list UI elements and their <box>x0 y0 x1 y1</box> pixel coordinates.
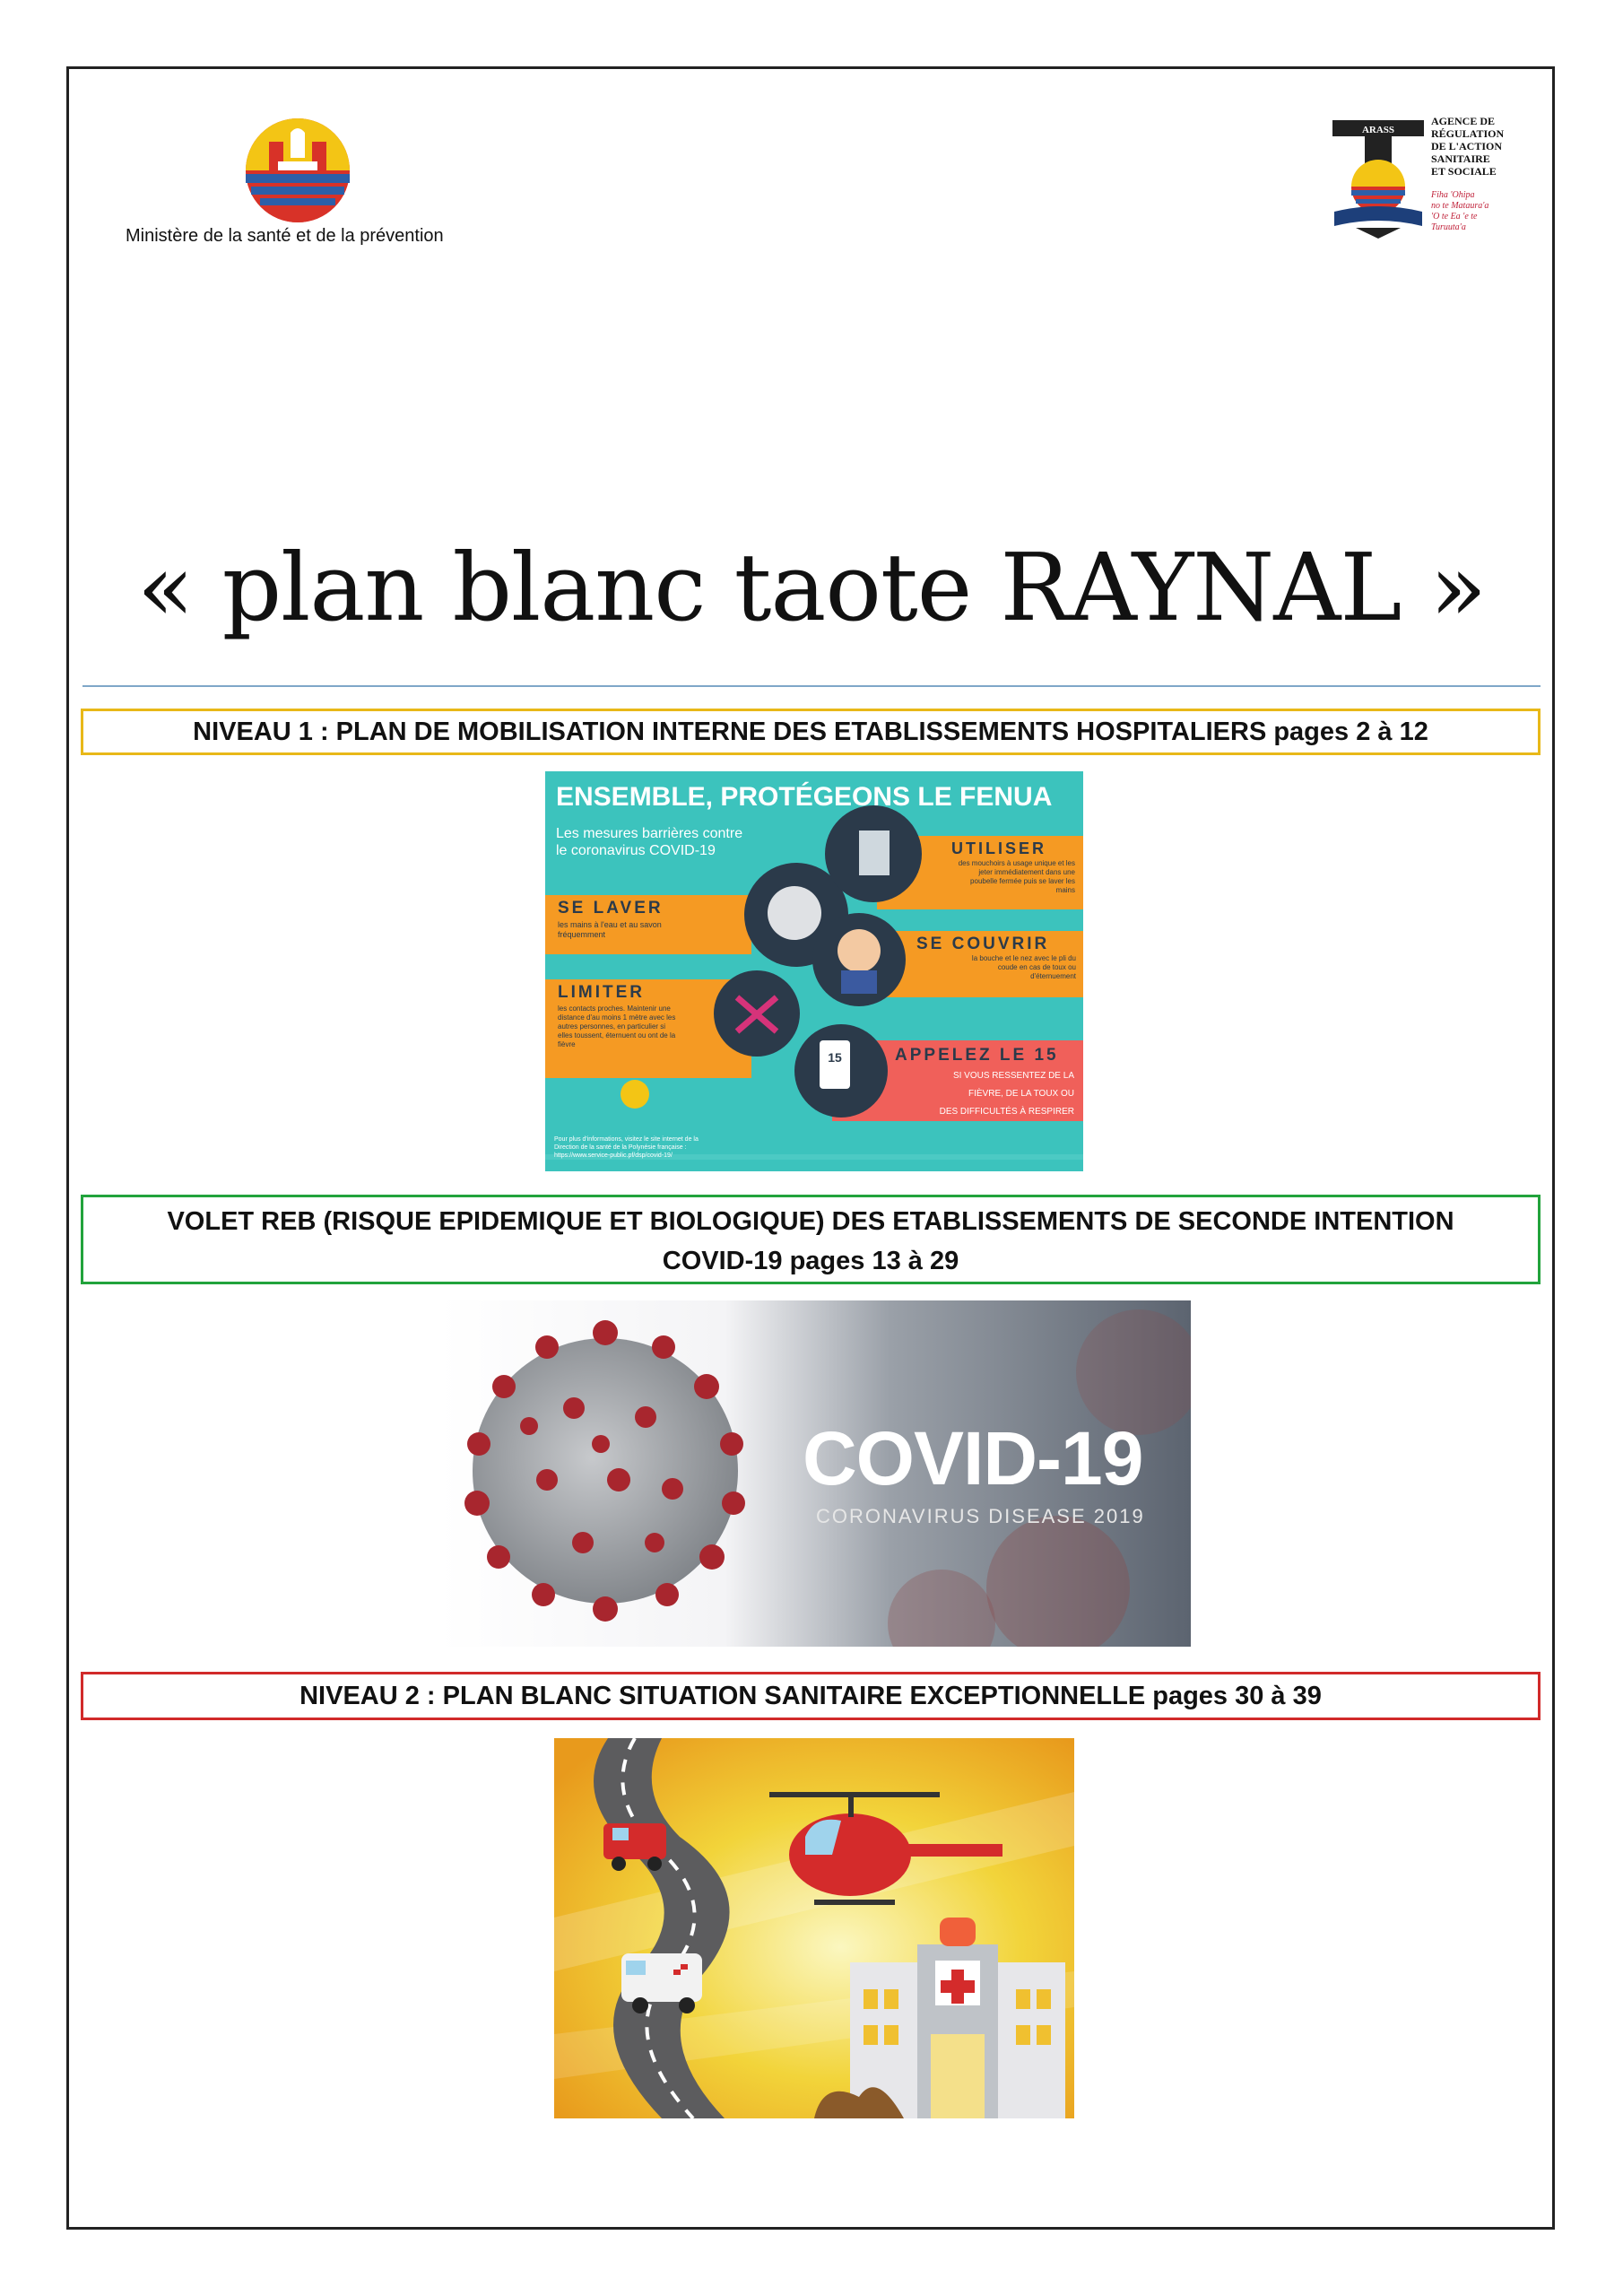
utiliser-heading: UTILISER <box>951 839 1047 857</box>
se-couvrir-heading: SE COUVRIR <box>916 935 1050 953</box>
arass-agency-name: AGENCE DE RÉGULATION DE L'ACTION SANITAIRE ET SOCIALE <box>1431 115 1505 178</box>
covid-banner-subtitle: CORONAVIRUS DISEASE 2019 <box>816 1505 1145 1527</box>
poster-phone-number: 15 <box>828 1050 842 1065</box>
appelez-heading: APPELEZ LE 15 <box>895 1046 1059 1065</box>
section-volet-reb-line1: VOLET REB (RISQUE EPIDEMIQUE ET BIOLOGIQUE) DES ETABLISSEMENTS DE SECONDE INTENTION <box>167 1207 1454 1236</box>
covid-banner-title: COVID-19 <box>803 1416 1143 1500</box>
barrier-measures-poster <box>545 771 1083 1171</box>
limiter-heading: LIMITER <box>558 983 645 1002</box>
se-laver-text: les mains à l'eau et au savon fréquemment <box>558 920 662 939</box>
appelez-text: SI VOUS RESSENTEZ DE LA FIÈVRE, DE LA TOUX OU DES DIFFICULTÉS À RESPIRER <box>939 1071 1074 1117</box>
emergency-services-illustration <box>554 1738 1074 2118</box>
arass-badge: ARASS <box>1361 125 1395 135</box>
poster-subtitle: Les mesures barrières contre le coronavirus COVID-19 <box>556 826 743 858</box>
arass-header <box>1329 115 1505 249</box>
se-couvrir-text: la bouche et le nez avec le pli du coude en cas de toux ou d'éternuement <box>971 954 1076 980</box>
title-divider <box>82 685 1541 687</box>
section-niveau-2: NIVEAU 2 : PLAN BLANC SITUATION SANITAIRE EXCEPTIONNELLE pages 30 à 39 <box>81 1672 1541 1720</box>
section-volet-reb-line2: COVID-19 pages 13 à 29 <box>662 1247 959 1275</box>
arass-logo <box>1329 115 1428 240</box>
se-laver-heading: SE LAVER <box>558 899 664 918</box>
covid-19-banner <box>439 1300 1191 1647</box>
page-title: « plan blanc taote RAYNAL » <box>136 533 1487 642</box>
section-niveau-1: NIVEAU 1 : PLAN DE MOBILISATION INTERNE DES ETABLISSEMENTS HOSPITALIERS pages 2 à 12 <box>81 709 1541 755</box>
emergency-graphic <box>554 1738 1074 2118</box>
poster-footer: Pour plus d'informations, visitez le site internet de la Direction de la santé de la Polynésie française : https://www.service-public.pf/dsp/covid-19/ <box>554 1136 699 1159</box>
poster-title: ENSEMBLE, PROTÉGEONS LE FENUA <box>556 782 1053 812</box>
section-volet-reb <box>81 1195 1541 1284</box>
arass-motto: Fiha 'Ohipa no te Mataura'a 'O te Ea 'e te Turuuta'a <box>1431 190 1489 232</box>
utiliser-text: des mouchoirs à usage unique et les jeter immédiatement dans une poubelle fermée puis se laver les mains <box>958 859 1075 894</box>
polynesia-emblem-logo <box>242 115 353 226</box>
limiter-text: les contacts proches. Maintenir une distance d'au moins 1 mètre avec les autres personnes, en particulier si elles toussent, éternuent ou ont de la fièvre <box>558 1004 676 1048</box>
ministry-name: Ministère de la santé et de la prévention <box>126 226 444 246</box>
